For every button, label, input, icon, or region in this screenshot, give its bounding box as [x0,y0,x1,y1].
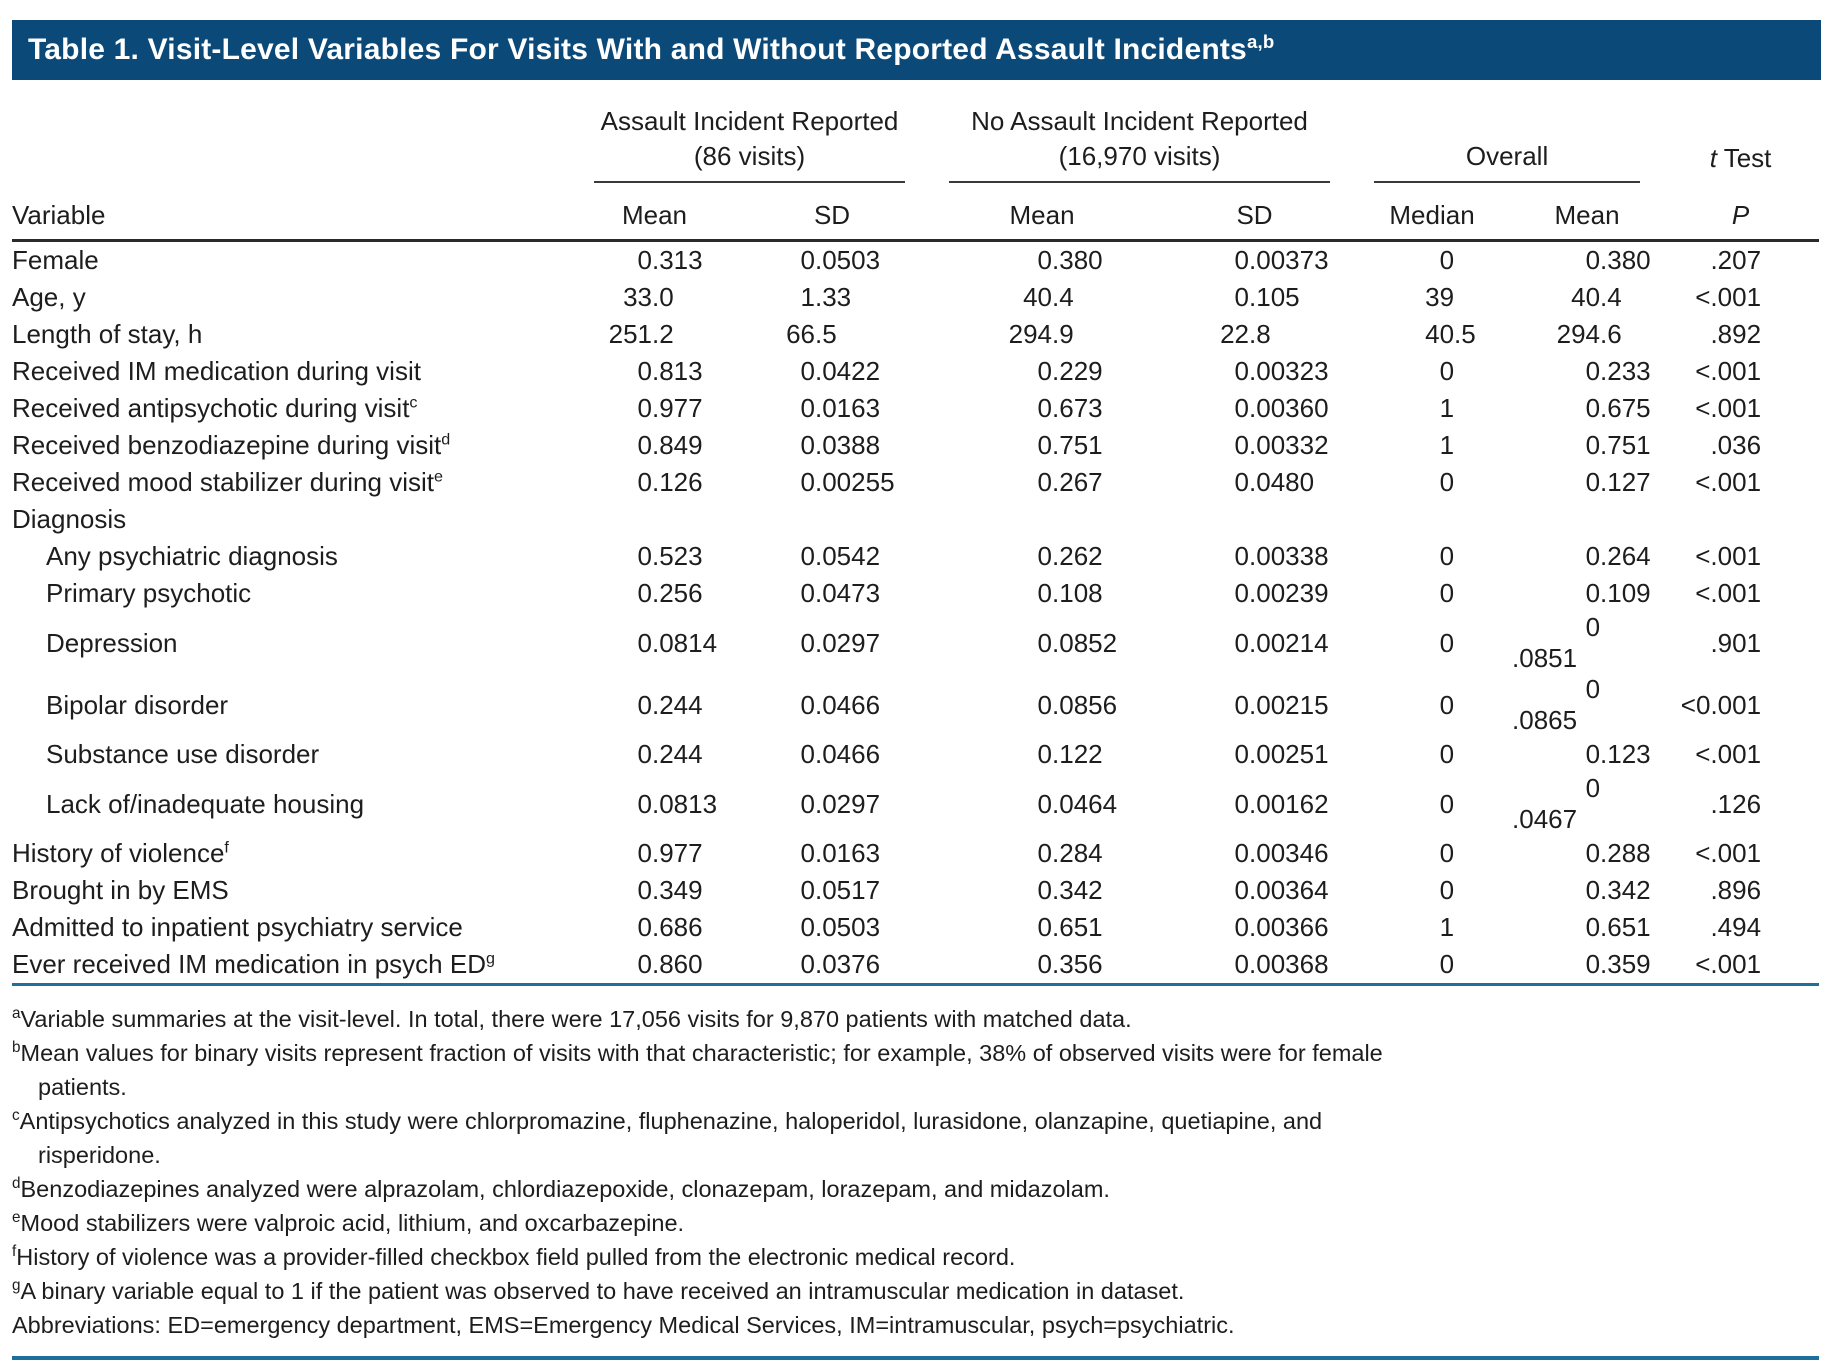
value-cell [927,501,1157,538]
footnote-mark: e [12,1209,21,1227]
column-group-header-row [12,82,1819,183]
footnote-mark: b [12,1039,21,1057]
value-cell: 0.356 [927,946,1157,985]
row-label: Bipolar disorder [46,689,229,720]
table-row [12,575,1819,612]
footnote-mark: d [12,1175,21,1193]
value-cell: 0.00368 [1157,946,1352,985]
value-cell [1662,501,1819,538]
value-cell: <.001 [1695,356,1762,386]
row-label: Received IM medication during visit [12,356,421,386]
footnote: $^d$Benzodiazepines analyzed were alprazolam, chlordiazepoxide, clonazepam, lorazepam, and midazolam. [12,1175,1110,1202]
value-cell: 0 [1439,875,1455,905]
value-cell: <.001 [1695,393,1762,423]
row-label: Received benzodiazepine during visit$^d$ [12,430,451,460]
value-cell: 0.380 [1037,245,1103,275]
value-cell: 0.244 [637,689,703,720]
value-cell: .892 [1710,319,1762,349]
value-cell: 0.651 [1585,912,1651,942]
value-cell: 0.126 [637,467,703,497]
value-cell: 0 [1439,689,1455,720]
value-cell: 0.0376 [737,946,927,985]
value-cell: 0.751 [1037,430,1103,460]
value-cell: 0.349 [637,875,703,905]
value-cell: 0.267 [1037,467,1103,497]
value-cell: <0.001 [1680,689,1762,720]
row-label: Any psychiatric diagnosis [46,541,338,571]
value-cell: 0 [1439,356,1455,386]
col-header-sd-no-assault: SD [1157,183,1352,241]
value-cell: 0.284 [1037,838,1103,868]
value-cell: 0.244 [637,739,703,769]
value-cell: 0 [1439,245,1455,275]
table-row [12,835,1819,872]
table-row [12,872,1819,909]
value-cell: 0.0856 [1037,689,1118,720]
value-cell: 0.0517 [800,875,881,905]
value-cell: 0.359 [1512,946,1662,985]
value-cell: 0.0473 [800,578,881,608]
group-header-t-test [1662,82,1819,183]
group-header-assault [572,82,927,183]
value-cell: 0.109 [1585,578,1651,608]
table-row [12,674,1819,736]
value-cell: 294.9 [1008,319,1074,349]
table-row [12,241,1819,280]
group-header-no-assault [927,82,1352,183]
value-cell [1157,501,1352,538]
footnote: $^g$A binary variable equal to 1 if the patient was observed to have received an intramuscular medication in dataset. [12,1277,1185,1304]
value-cell: 0.0163 [800,393,881,423]
value-cell: .036 [1710,430,1762,460]
table-row [12,538,1819,575]
bottom-rule [12,1356,1819,1360]
value-cell: 0.0865 [1512,674,1601,735]
row-label: Brought in by EMS [12,875,229,905]
value-cell: .896 [1710,875,1762,905]
value-cell: 0.673 [1037,393,1103,423]
value-cell [572,501,737,538]
value-cell: 22.8 [1220,319,1271,349]
value-cell: 40.5 [1425,319,1476,349]
value-cell: 0.977 [637,393,703,423]
footnote-mark: a [12,1005,21,1023]
value-cell: <.001 [1695,578,1762,608]
value-cell: 1.33 [800,282,852,312]
value-cell: 0.0813 [637,788,718,819]
row-label: Depression [46,627,178,658]
table-row [12,773,1819,835]
t-test-label: t Test [1709,143,1772,173]
table-row [12,390,1819,427]
col-header-p: P [1662,183,1819,241]
value-cell: <.001 [1695,838,1762,868]
data-table [12,82,1819,986]
value-cell: <.001 [1695,739,1762,769]
footnote-mark: d [441,430,451,449]
value-cell: 0.0297 [800,627,881,658]
value-cell: 0.105 [1234,282,1300,312]
value-cell: 0.0466 [800,739,881,769]
variable-column-header: Variable [12,82,572,241]
value-cell: 0.860 [572,946,737,985]
value-cell: <.001 [1695,541,1762,571]
footnote-mark: f [12,1243,17,1261]
value-cell: 0.523 [637,541,703,571]
table-title-footnote-marks: a,b [1246,31,1275,52]
group-overall-label: Overall [1465,141,1549,171]
value-cell: 0.00162 [1234,788,1329,819]
value-cell: 0.00364 [1234,875,1329,905]
value-cell: 0.0297 [800,788,881,819]
value-cell: 0.233 [1585,356,1651,386]
value-cell: 0.00251 [1234,739,1329,769]
value-cell: 0.0852 [1037,627,1118,658]
value-cell: 0.0467 [1512,773,1601,834]
value-cell: 0 [1439,541,1455,571]
value-cell: 0.686 [637,912,703,942]
value-cell: 0.00360 [1234,393,1329,423]
value-cell: 0.00215 [1234,689,1329,720]
col-header-mean-no-assault: Mean [927,183,1157,241]
value-cell [1352,501,1512,538]
value-cell: 0.00332 [1234,430,1329,460]
value-cell: 0.0480 [1234,467,1315,497]
footnote: Abbreviations: ED=emergency department, EMS=Emergency Medical Services, IM=intramuscular, psych=psychiatric. [12,1312,1235,1338]
value-cell: 0.0163 [800,838,881,868]
value-cell: 0.0814 [637,627,718,658]
value-cell: 0.0464 [1037,788,1118,819]
row-label: Admitted to inpatient psychiatry service [12,912,463,942]
value-cell: 40.4 [1571,282,1622,312]
value-cell: 0.342 [1037,875,1103,905]
table-row [12,909,1819,946]
value-cell: 1 [1439,393,1455,423]
value-cell: .901 [1710,627,1762,658]
value-cell: 0.313 [637,245,703,275]
col-header-mean-assault: Mean [572,183,737,241]
row-label: Female [12,245,99,275]
value-cell: 0.00323 [1234,356,1329,386]
table-row [12,279,1819,316]
value-cell: 66.5 [786,319,837,349]
group-no-assault-line2: (16,970 visits) [1058,141,1221,171]
value-cell: 0.262 [1037,541,1103,571]
value-cell: 0 [1439,467,1455,497]
value-cell: 0 [1439,739,1455,769]
row-label: History of violence$^f$ [12,838,229,868]
row-label: Age, y [12,282,86,312]
value-cell: 0.00239 [1234,578,1329,608]
table-row [12,353,1819,390]
col-header-mean-overall: Mean [1512,183,1662,241]
value-cell: 0.108 [1037,578,1103,608]
row-label: Ever received IM medication in psych $ED^g$ [12,946,572,985]
value-cell: 0 [1439,838,1455,868]
group-assault-line1: Assault Incident Reported [600,106,899,136]
footnote-mark: e [433,467,443,486]
value-cell: 0 [1352,946,1512,985]
value-cell: 0.288 [1585,838,1651,868]
value-cell: 0.380 [1585,245,1651,275]
footnote-mark: g [485,949,495,968]
table-row [12,427,1819,464]
value-cell: 0.0851 [1512,612,1601,673]
value-cell: 0.229 [1037,356,1103,386]
table-row [12,736,1819,773]
footnote: $^e$Mood stabilizers were valproic acid, lithium, and oxcarbazepine. [12,1209,685,1236]
value-cell: 0.264 [1585,541,1651,571]
value-cell: 39 [1425,282,1455,312]
value-cell: 0 [1439,788,1455,819]
value-cell [1512,501,1662,538]
value-cell: 0.122 [1037,739,1103,769]
footnote-mark: g [12,1277,21,1295]
row-label: Primary psychotic [46,578,252,608]
footnote-mark: f [224,838,229,857]
table-title: Table 1. Visit-Level Variables For Visits With and Without Reported Assault Incidents [28,33,1247,66]
value-cell: <.001 [1695,282,1762,312]
footnote: $^a$Variable summaries at the visit-level. In total, there were 17,056 visits for 9,870 patients with matched data. [12,1005,1132,1032]
value-cell: .494 [1710,912,1762,942]
value-cell: 0.00338 [1234,541,1329,571]
value-cell: 0.127 [1585,467,1651,497]
col-header-sd-assault: SD [737,183,927,241]
footnote: $^b$Mean values for binary visits represent fraction of visits with that characteristic; for example, 38% of observed visits were for female patients. [12,1039,1383,1100]
footnote-mark: c [12,1107,20,1125]
value-cell: .207 [1710,245,1762,275]
value-cell: 0.0388 [800,430,881,460]
row-label: Substance use disorder [46,739,320,769]
value-cell: 0 [1439,578,1455,608]
value-cell: 0.977 [637,838,703,868]
value-cell: 0.675 [1585,393,1651,423]
value-cell: 0.00255 [800,467,895,497]
group-no-assault-line1: No Assault Incident Reported [971,106,1308,136]
value-cell: 0.00214 [1234,627,1329,658]
value-cell: <.001 [1662,946,1819,985]
row-label: Lack of/inadequate housing [46,788,365,819]
row-label: Length of stay, h [12,319,203,349]
value-cell: <.001 [1695,467,1762,497]
value-cell: 0.0503 [800,245,881,275]
value-cell: 0.00366 [1234,912,1329,942]
value-cell: 0.0422 [800,356,881,386]
table-row [12,946,1819,985]
table-row [12,612,1819,674]
col-header-median-overall: Median [1352,183,1512,241]
value-cell: 0.849 [637,430,703,460]
value-cell: 0.651 [1037,912,1103,942]
group-assault-line2: (86 visits) [693,141,806,171]
value-cell: 0.00346 [1234,838,1329,868]
footnote: $^c$Antipsychotics analyzed in this study were chlorpromazine, fluphenazine, haloperidol, lurasidone, olanzapine, quetiapine, and risperidone. [12,1107,1323,1168]
table-body [12,241,1819,985]
value-cell: 251.2 [608,319,674,349]
group-header-overall [1352,82,1662,183]
table-row [12,464,1819,501]
value-cell: 1 [1439,912,1455,942]
value-cell: 0.123 [1585,739,1651,769]
value-cell: .126 [1710,788,1762,819]
value-cell: 0.813 [637,356,703,386]
table-title-bar [12,20,1821,80]
row-label: Received antipsychotic during visit$^c$ [12,393,418,423]
value-cell [737,501,927,538]
value-cell: 0.0466 [800,689,881,720]
value-cell: 40.4 [1023,282,1074,312]
value-cell: 0.00373 [1234,245,1329,275]
value-cell: 0.342 [1585,875,1651,905]
row-label: Received mood stabilizer during visit$^e$ [12,467,443,497]
footnote-mark: c [409,393,418,412]
table-row [12,316,1819,353]
value-cell: 0.0503 [800,912,881,942]
value-cell: 33.0 [623,282,674,312]
value-cell: 0.751 [1585,430,1651,460]
section-label-row [12,501,1819,538]
value-cell: 0.0542 [800,541,881,571]
footnote: $^f$History of violence was a provider-filled checkbox field pulled from the electronic medical record. [12,1243,1016,1270]
table-header [12,82,1819,241]
value-cell: 0.256 [637,578,703,608]
value-cell: 294.6 [1556,319,1622,349]
value-cell: 1 [1439,430,1455,460]
row-label: Diagnosis [12,504,127,534]
value-cell: 0 [1439,627,1455,658]
footnotes [12,1002,1592,1342]
